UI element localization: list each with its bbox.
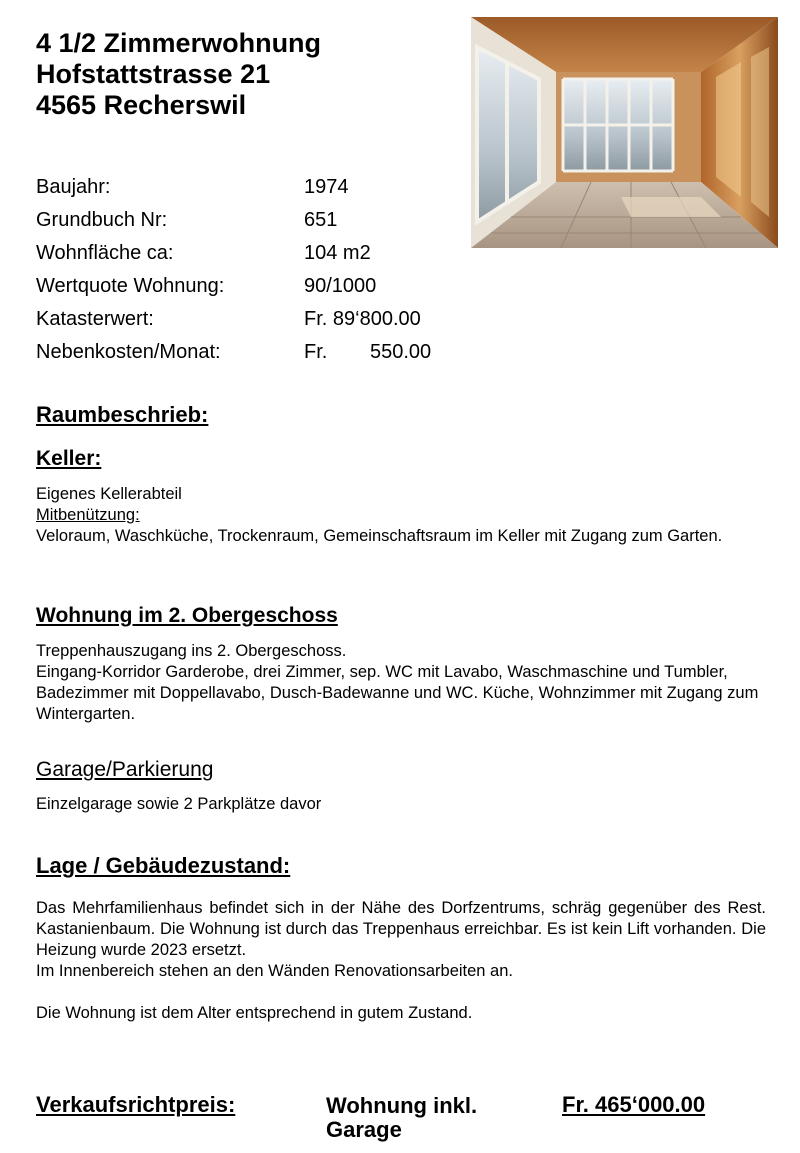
fact-currency: Fr. — [304, 341, 328, 363]
keller-text — [36, 484, 766, 547]
wohnung-heading: Wohnung im 2. Obergeschoss — [36, 604, 338, 627]
fact-row-baujahr — [36, 176, 456, 209]
fact-value: Fr. 89‘800.00 — [304, 308, 421, 330]
fact-value: 104 m2 — [304, 242, 371, 264]
keller-line: Eigenes Kellerabteil — [36, 485, 182, 503]
fact-label: Grundbuch Nr: — [36, 209, 168, 231]
wohnung-text — [36, 641, 766, 725]
price-item — [326, 1094, 477, 1142]
fact-amount: 550.00 — [370, 341, 432, 363]
keller-details: Veloraum, Waschküche, Trockenraum, Gemeinschaftsraum im Keller mit Zugang zum Garten. — [36, 527, 723, 545]
garage-text: Einzelgarage sowie 2 Parkplätze davor — [36, 795, 322, 813]
price-item-line-2: Garage — [326, 1117, 402, 1142]
raumbeschrieb-heading: Raumbeschrieb: — [36, 402, 209, 427]
lage-paragraph-1: Das Mehrfamilienhaus befindet sich in der Nähe des Dorfzentrums, schräg gegenüber des Rest. Kastanienbaum. Die Wohnung ist durch das Treppenhaus erreichbar. Es ist kein Lift vorhanden. Die Heizung wurde 2023 ersetzt. — [36, 899, 766, 959]
keller-heading: Keller: — [36, 447, 102, 470]
fact-row-wohnflaeche — [36, 242, 456, 275]
property-facts — [36, 176, 456, 374]
fact-label: Wertquote Wohnung: — [36, 275, 225, 297]
title-line-rooms: 4 1/2 Zimmerwohnung — [36, 28, 322, 58]
fact-label: Baujahr: — [36, 176, 111, 198]
fact-row-wertquote — [36, 275, 456, 308]
fact-value: 651 — [304, 209, 338, 231]
wohnung-line: Treppenhauszugang ins 2. Obergeschoss. — [36, 642, 347, 660]
title-line-street: Hofstattstrasse 21 — [36, 59, 271, 89]
price-value: Fr. 465‘000.00 — [562, 1092, 706, 1117]
keller-subheading: Mitbenützung: — [36, 506, 140, 524]
fact-value: 1974 — [304, 176, 349, 198]
price-item-line-1: Wohnung inkl. — [326, 1093, 478, 1118]
fact-row-katasterwert — [36, 308, 456, 341]
fact-label: Katasterwert: — [36, 308, 154, 330]
listing-title — [36, 28, 321, 121]
sunroom-photo — [471, 17, 778, 248]
fact-row-nebenkosten — [36, 341, 456, 374]
title-line-city: 4565 Recherswil — [36, 90, 247, 120]
garage-heading: Garage/Parkierung — [36, 758, 214, 781]
fact-label: Wohnfläche ca: — [36, 242, 174, 264]
fact-row-grundbuch — [36, 209, 456, 242]
price-label: Verkaufsrichtpreis: — [36, 1092, 236, 1117]
lage-heading: Lage / Gebäudezustand: — [36, 853, 291, 878]
lage-text — [36, 898, 766, 1024]
wohnung-details: Eingang-Korridor Garderobe, drei Zimmer, sep. WC mit Lavabo, Waschmaschine und Tumbler, Badezimmer mit Doppellavabo, Dusch-Badewanne und WC. Küche, Wohnzimmer mit Zugang zum Wintergarten. — [36, 663, 759, 723]
fact-value: 90/1000 — [304, 275, 377, 297]
lage-paragraph-3: Die Wohnung ist dem Alter entsprechend in gutem Zustand. — [36, 1004, 473, 1022]
lage-paragraph-2: Im Innenbereich stehen an den Wänden Renovationsarbeiten an. — [36, 962, 513, 980]
fact-label: Nebenkosten/Monat: — [36, 341, 221, 363]
